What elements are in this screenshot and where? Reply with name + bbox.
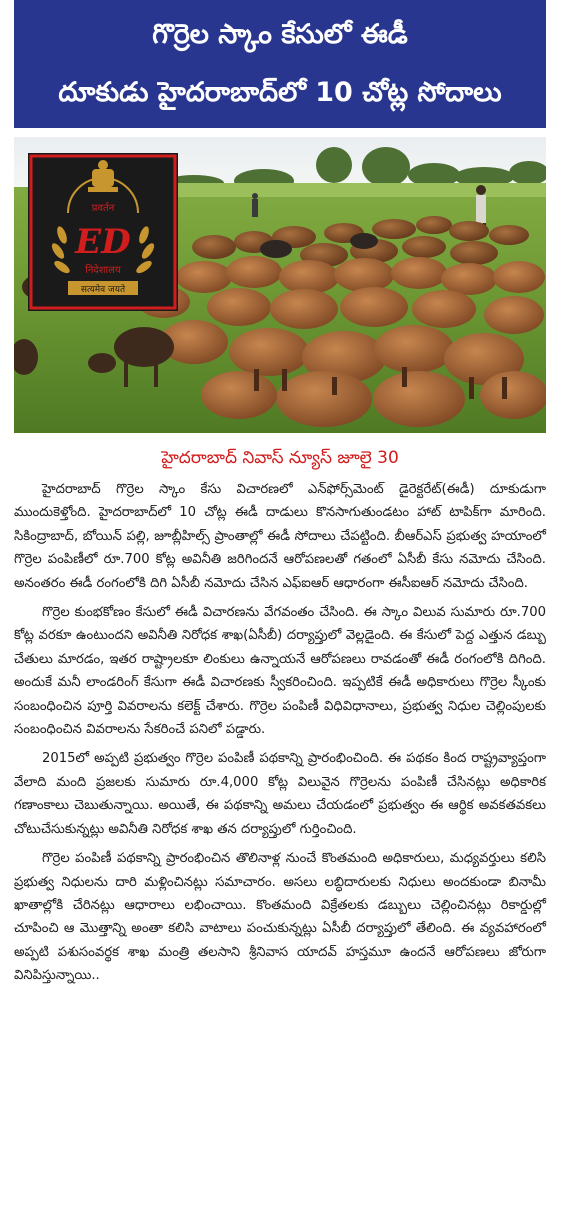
headline-banner bbox=[14, 0, 546, 128]
headline-line-1: గొర్రెల స్కాం కేసులో ఈడీ bbox=[152, 19, 408, 50]
article-paragraph-1: హైదరాబాద్ గొర్రెల స్కాం కేసు విచారణలో ఎన్‌ఫోర్స్‌మెంట్ డైరెక్టరేట్(ఈడీ) దూకుడుగా ముందుకెళ్తోంది. హైదరాబాద్‌లో 10 చోట్ల ఈడీ దాడులు కొనసాగుతుండటం హాట్ టాపిక్‌గా మారింది. సికింద్రాబాద్, బోయిన్ పల్లి, జూబ్లీహిల్స్ ప్రాంతాల్లో ఈడీ సోదాలు చేపట్టింది. బీఆర్ఎస్ ప్రభుత్వ హయాంలో గొర్రెల పంపిణీలో రూ.700 కోట్ల అవినీతి జరిగిందనే ఆరోపణలతో గతంలో ఏసీబీ కేసు నమోదు చేసింది. అనంతరం ఈడీ రంగంలోకి దిగి ఏసీబీ నమోదు చేసిన ఎఫ్ఐఆర్ ఆధారంగా ఈసీఐఆర్ నమోదు చేసింది. bbox=[14, 482, 546, 591]
emblem-motto: सत्यमेव जयते bbox=[80, 285, 126, 295]
emblem-top-text: प्रवर्तन bbox=[91, 203, 115, 214]
news-photo bbox=[14, 137, 546, 433]
article-paragraph-4: గొర్రెల పంపిణీ పథకాన్ని ప్రారంభించిన తొలినాళ్ల నుంచే కొంతమంది అధికారులు, మధ్యవర్తులు కలిసి ప్రభుత్వ నిధులను దారి మళ్లించినట్లు సమాచారం. అసలు లబ్ధిదారులకు నిధులు అందకుండా బినామీ ఖాతాల్లోకి చేరినట్లు ఆధారాలు లభించాయి. కొంతమంది విక్రేతలకు డబ్బులు చెల్లించినట్లు రికార్డుల్లో చూపించి ఆ మొత్తాన్ని అంతా కలిసి వాటాలు పంచుకున్నట్లు ఏసీబీ దర్యాప్తులో తేలింది. ఈ వ్యవహారంలో అప్పటి పశుసంవర్థక శాఖ మంత్రి తలసాని శ్రీనివాస యాదవ్ హస్తమూ ఉందనే ఆరోపణలు జోరుగా వినిపిస్తున్నాయి.. bbox=[14, 851, 546, 984]
article-paragraph-3: 2015లో అప్పటి ప్రభుత్వం గొర్రెల పంపిణీ పథకాన్ని ప్రారంభించింది. ఈ పథకం కింద రాష్ట్రవ్యాప్తంగా వేలాది మంది ప్రజలకు సుమారు రూ.4,000 కోట్ల విలువైన గొర్రెలను పంపిణీ చేసినట్లు అధికారిక గణాంకాలు చెబుతున్నాయి. అయితే, ఈ పథకాన్ని అమలు చేయడంలో ప్రభుత్వం ఈ ఆర్థిక అవకతవకలు చోటుచేసుకున్నట్లు అవినీతి నిరోధక శాఖ తన దర్యాప్తులో గుర్తించింది. bbox=[14, 751, 546, 837]
article-body bbox=[14, 478, 546, 994]
emblem-letters: ED bbox=[75, 222, 131, 262]
dateline: హైదరాబాద్ నివాస్ న్యూస్ జూలై 30 bbox=[161, 448, 399, 468]
ed-emblem bbox=[28, 153, 178, 311]
article-paragraph-2: గొర్రెల కుంభకోణం కేసులో ఈడీ విచారణను వేగవంతం చేసింది. ఈ స్కాం విలువ సుమారు రూ.700 కోట్ల వరకూ ఉంటుందని అవినీతి నిరోధక శాఖ(ఏసీబీ) దర్యాప్తులో వెల్లడైంది. ఈ కేసులో పెద్ద ఎత్తున డబ్బు చేతులు మారడం, ఇతర రాష్ట్రాలకూ లింకులు ఉన్నాయనే ఆరోపణలు రావడంతో ఈడీ రంగంలోకి దిగింది. అందుకే మనీ లాండరింగ్ కేసుగా ఈడీ విచారణకు స్వీకరించింది. ఇప్పటికే ఈడీ అధికారులు గొర్రెల స్కీంకు సంబంధించిన పూర్తి వివరాలను కలెక్ట్ చేశారు. గొర్రెల పంపిణీ విధివిధానాలు, ప్రభుత్వ నిధుల చెల్లింపులకు సంబంధించిన వివరాలను సేకరించే పనిలో పడ్డారు. bbox=[14, 605, 546, 738]
emblem-bottom-text: निदेशालय bbox=[85, 265, 121, 276]
headline-line-2: దూకుడు హైదరాబాద్‌లో 10 చోట్ల సోదాలు bbox=[58, 77, 502, 108]
